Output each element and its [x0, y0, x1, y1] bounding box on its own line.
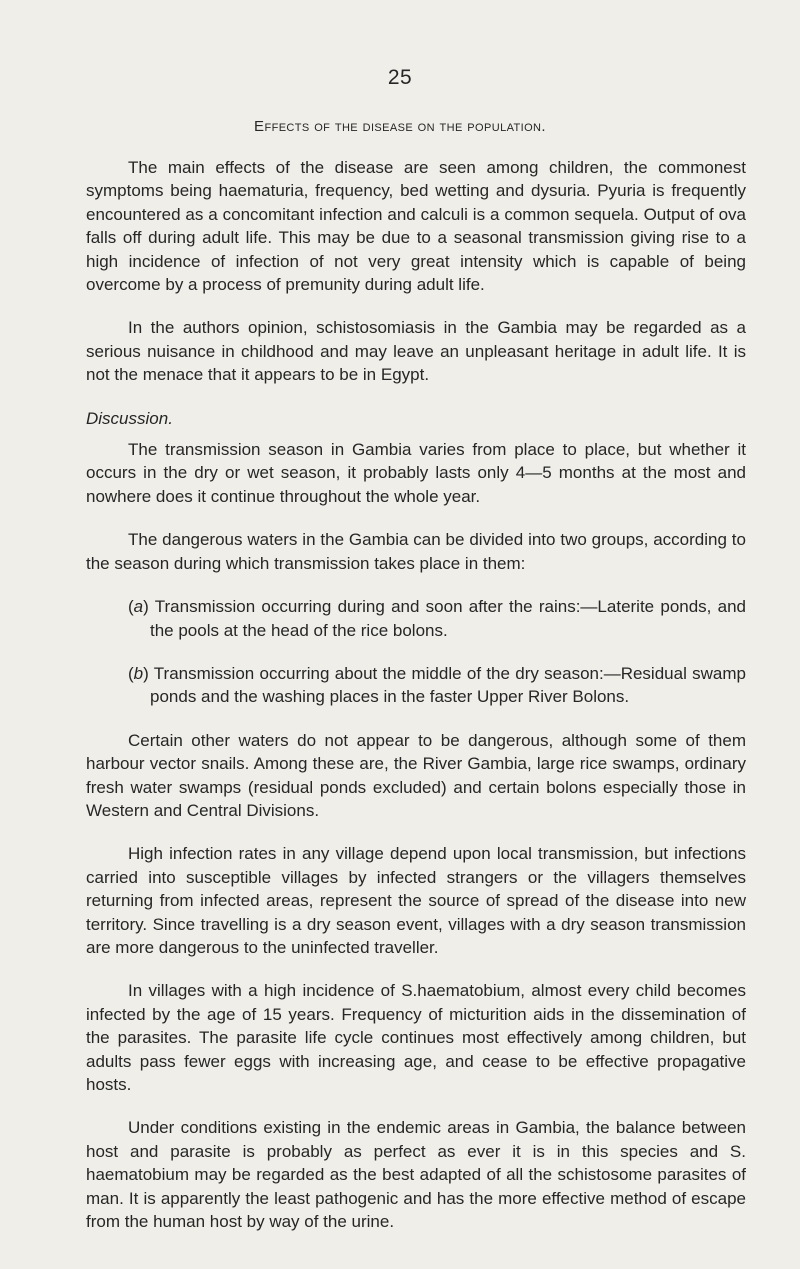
paragraph-villages: In villages with a high incidence of S.haematobium, almost every child becomes infected by the age of 15 years. Frequency of micturition aids in the dissemination of the parasites. The parasite life cycle continues most effectively among children, but adults pass fewer eggs with increasing age, and cease to be effective propagative hosts.	[86, 981, 746, 1094]
list-item-a-text: Transmission occurring during and soon after the rains:—Laterite ponds, and the pools at the head of the rice bolons.	[150, 597, 747, 640]
paragraph-effects: The main effects of the disease are seen among children, the commonest symptoms being haematuria, frequency, bed wetting and dysuria. Pyuria is frequently encountered as a concomitant infection and calculi is a common sequela. Output of ova falls off during adult life. This may be due to a seasonal transmission giving rise to a high incidence of infection of not very great intensity which is capable of being overcome by a process of premunity during adult life.	[86, 158, 746, 295]
paragraph-dangerous-waters: The dangerous waters in the Gambia can be divided into two groups, according to the season during which transmission takes place in them:	[86, 530, 746, 573]
list-item-b-label: b	[133, 663, 144, 683]
list-item-a: (a) Transmission occurring during and soon after the rains:—Laterite ponds, and the pools at the head of the rice bolons.	[128, 597, 747, 640]
list-item-b: (b) Transmission occurring about the middle of the dry season:—Residual swamp ponds and the washing places in the faster Upper River Bolons.	[128, 663, 746, 707]
section-heading: Effects of the disease on the population.	[254, 118, 546, 135]
list-item-a-label: a	[133, 597, 144, 617]
list-item-b-text: Transmission occurring about the middle of the dry season:—Residual swamp ponds and the washing places in the faster Upper River Bolons.	[150, 663, 746, 707]
page-number: 25	[387, 66, 413, 89]
paragraph-balance: Under conditions existing in the endemic areas in Gambia, the balance between host and parasite is probably as perfect as ever it is in this species and S. haematobium may be regarded as the best adapted of all the schistosome parasites of man. It is apparently the least pathogenic and has the more effective method of escape from the human host by way of the urine.	[86, 1118, 746, 1232]
paragraph-other-waters: Certain other waters do not appear to be dangerous, although some of them harbour vector snails. Among these are, the River Gambia, large rice swamps, ordinary fresh water swamps (residual ponds excluded) and certain bolons especially those in Western and Central Divisions.	[86, 730, 746, 820]
document-body	[86, 156, 746, 1253]
discussion-heading: Discussion.	[86, 408, 173, 428]
paragraph-transmission-season: The transmission season in Gambia varies from place to place, but whether it occurs in the dry or wet season, it probably lasts only 4—5 months at the most and nowhere does it continue throughout the whole year.	[86, 440, 746, 506]
paragraph-opinion: In the authors opinion, schistosomiasis in the Gambia may be regarded as a serious nuisance in childhood and may leave an unpleasant heritage in adult life. It is not the menace that it appears to be in Egypt.	[86, 318, 746, 385]
paragraph-infection-rates: High infection rates in any village depend upon local transmission, but infections carried into susceptible villages by infected strangers or the villagers themselves returning from infected areas, represent the source of spread of the disease into new territory. Since travelling is a dry season event, villages with a dry season transmission are more dangerous to the uninfected traveller.	[86, 844, 746, 957]
